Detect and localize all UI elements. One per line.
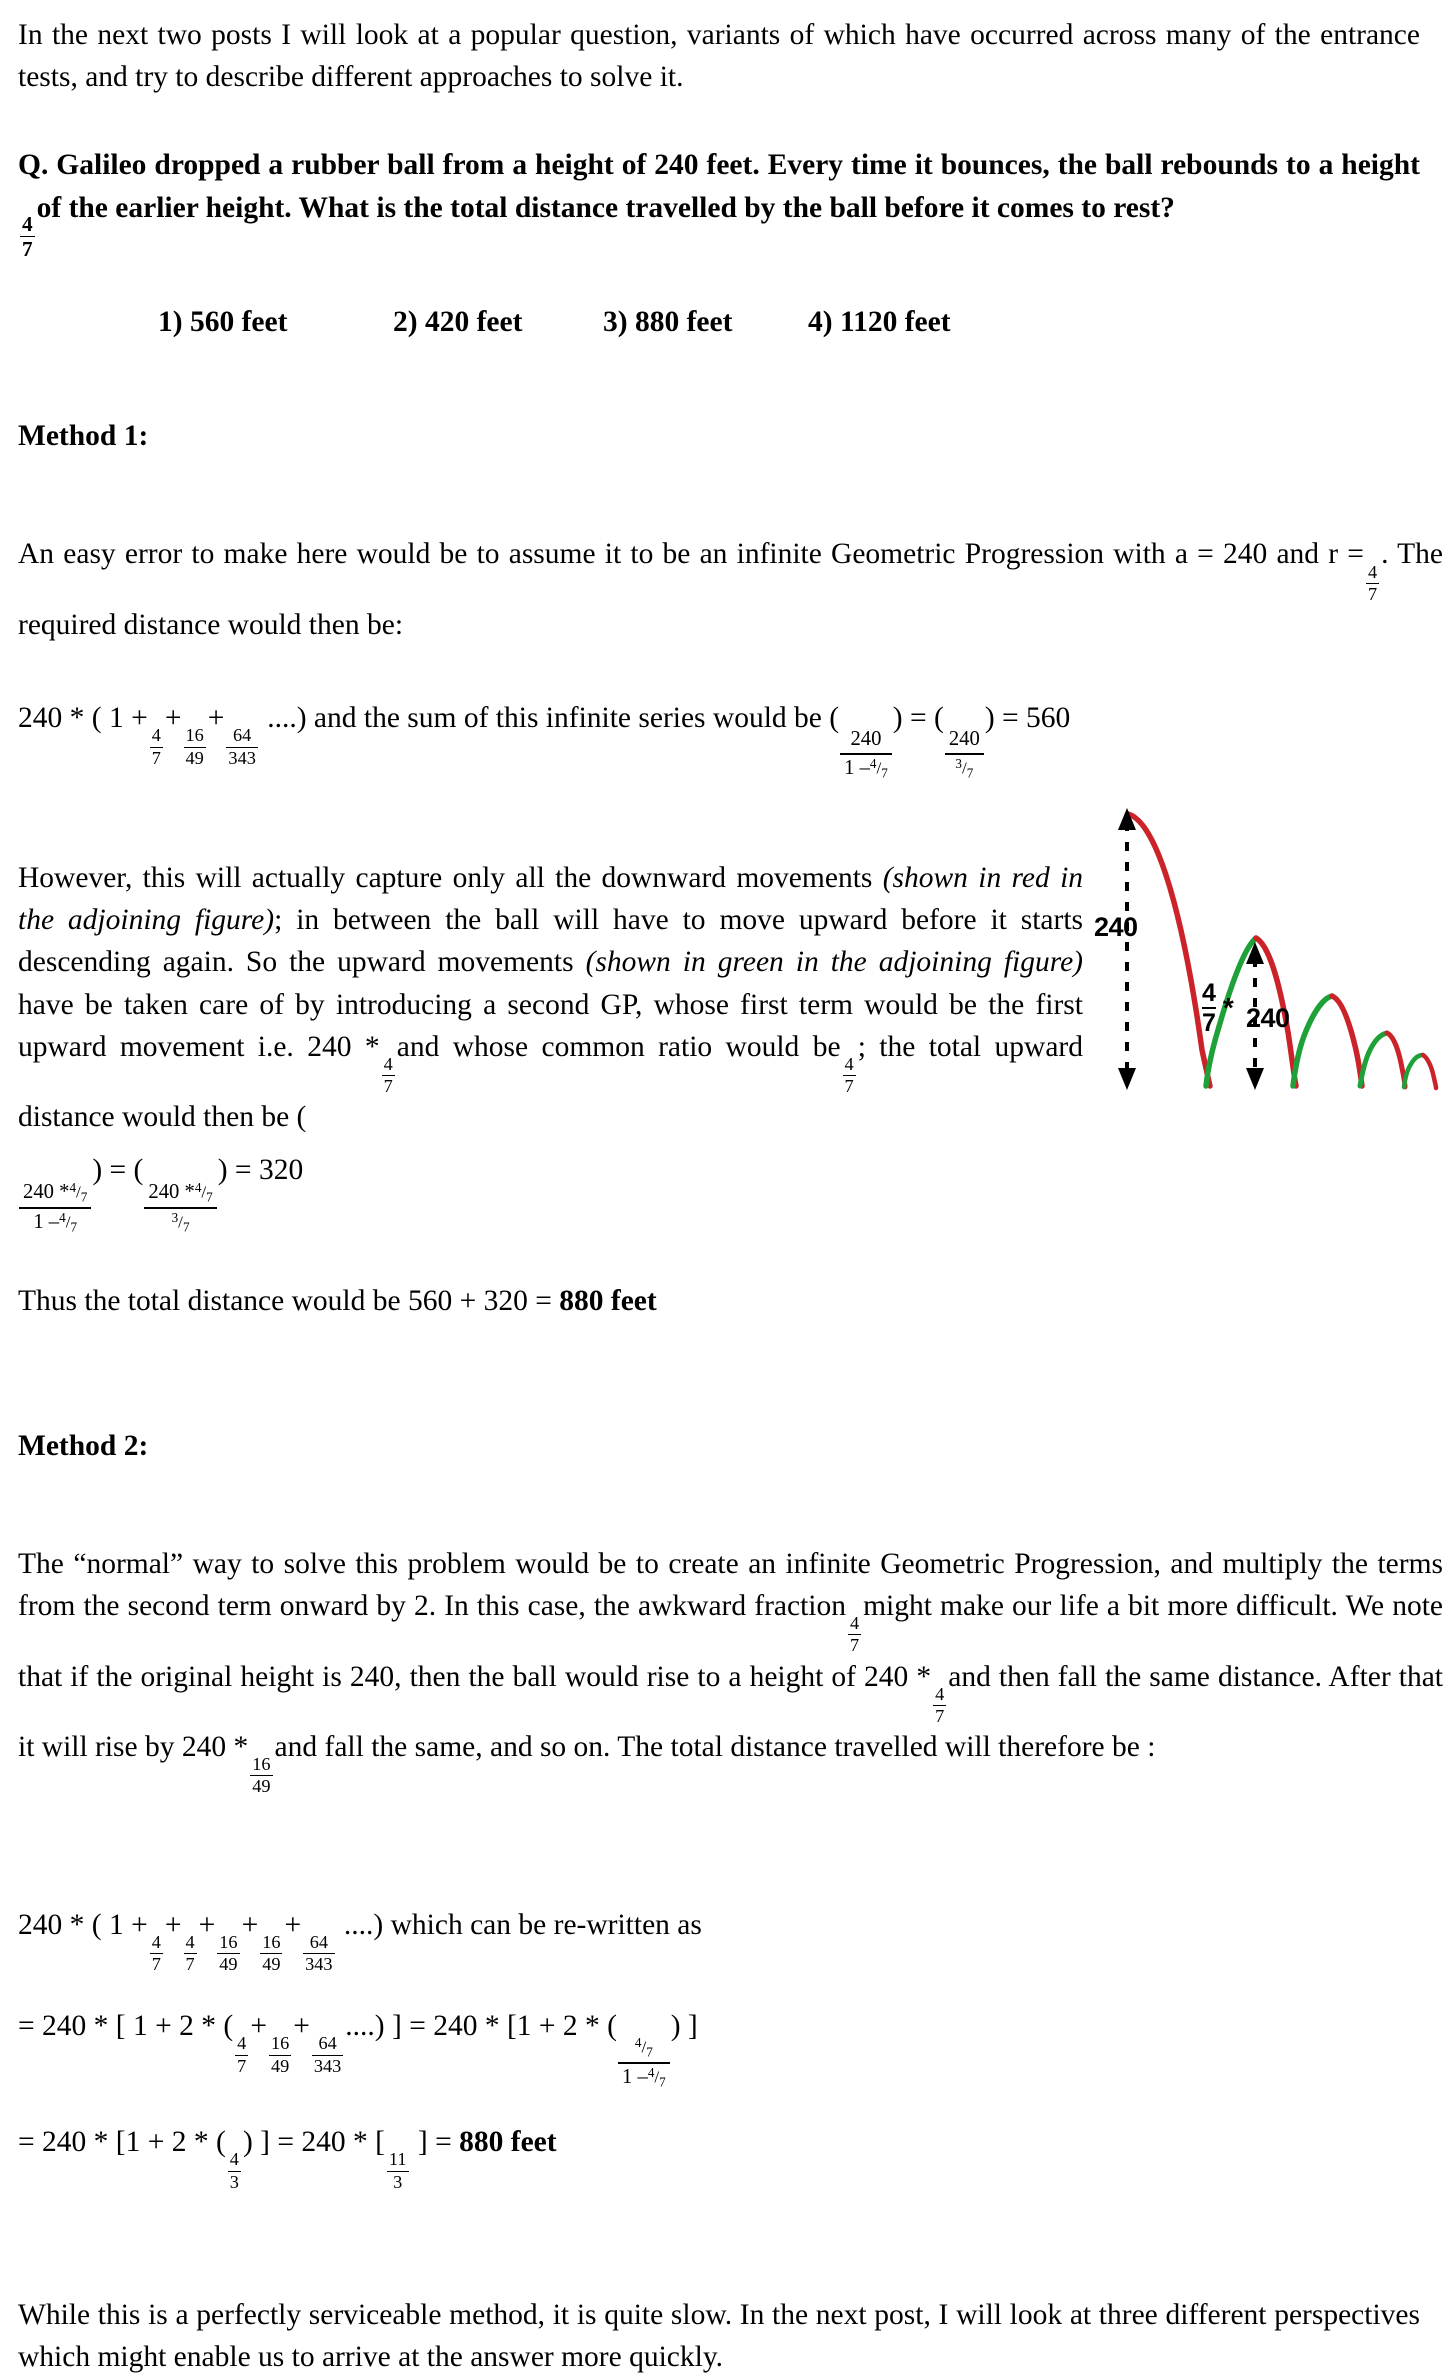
eq4-sum-fraction <box>618 2036 670 2090</box>
eq2-num-2-slashfrac: 4/7 <box>194 1179 213 1205</box>
bounce-4-upward-green-curve <box>1360 1033 1387 1086</box>
m1-conclusion-answer: 880 feet <box>559 1285 657 1318</box>
spacer <box>18 1467 1420 1543</box>
eq1-term-1: $\frac{4}{7}$ <box>151 725 161 768</box>
bounce-4-downward-red-curve <box>1387 1033 1405 1087</box>
m1-p2-emphasis-red: (shown in red in the adjoining figure) <box>18 862 1084 937</box>
figure-multiply-symbol: * <box>1222 992 1234 1023</box>
option-4[interactable]: 4) 1120 feet <box>808 306 951 339</box>
m2-fraction-1: $\frac{4}{7}$ <box>849 1613 860 1656</box>
bounce-5-downward-red-curve <box>1423 1055 1436 1088</box>
spacer <box>18 1797 1420 1873</box>
spacer <box>18 646 1420 692</box>
m1-conclusion-text: Thus the total distance would be 560 + 320 = <box>18 1285 560 1318</box>
eq2-den-2 <box>144 1207 216 1235</box>
eq1-sum-fraction-2: $\frac{240}{3/7}$ <box>945 728 984 781</box>
eq4-term-3: $\frac{64}{343}$ <box>313 2033 342 2076</box>
m1-p2-fraction-1: $\frac{4}{7}$ <box>383 1053 393 1097</box>
eq2-den-1-slashfrac: 4/7 <box>59 1209 78 1234</box>
eq1-lead: 240 * ( 1 + <box>18 702 148 735</box>
bouncing-ball-svg <box>1080 800 1448 1090</box>
m1-p2-text-d: and whose common ratio would be <box>396 1030 841 1063</box>
m1-p2-text-a: However, this will actually capture only all the downward movements <box>18 862 873 895</box>
spacer <box>18 98 1420 144</box>
spacer <box>18 339 1420 415</box>
spacer <box>18 2192 1420 2268</box>
eq2-fraction-1 <box>19 1181 91 1235</box>
eq4-den-slashfrac: 4/7 <box>647 2065 666 2090</box>
bounce-3-upward-green-curve <box>1293 996 1332 1086</box>
eq3-lead: 240 * ( 1 + <box>18 1908 148 1941</box>
eq3-term-1: $\frac{4}{7}$ <box>151 1931 161 1974</box>
eq1-tail: ) = 560 <box>984 702 1071 735</box>
eq4-mid: ....) ] = 240 * [1 + 2 * ( <box>345 2010 617 2043</box>
spacer <box>18 2090 1420 2116</box>
intro-paragraph: In the next two posts I will look at a popular question, variants of which have occurred across many of the entrance tests, and try to describe different approaches to solve it. <box>18 19 1420 94</box>
option-2[interactable]: 2) 420 feet <box>393 306 523 339</box>
eq2-mid: ) = ( <box>92 1154 144 1187</box>
spacer <box>18 457 1420 533</box>
eq1-dots-text: ....) and the sum of this infinite series would be ( <box>267 702 840 735</box>
eq3-term-5: $\frac{64}{343}$ <box>305 1931 333 1974</box>
method-1-conclusion <box>18 1280 1420 1322</box>
eq5-mid: ) ] = 240 * [ <box>242 2126 385 2159</box>
method-2-heading: Method 2: <box>18 1429 149 1462</box>
height-4-7-240-arrow-down <box>1246 1068 1264 1090</box>
eq2-num-1: 240 *4/7 <box>23 1179 88 1205</box>
eq1-den-2 <box>945 753 984 781</box>
m2-fraction-2: $\frac{4}{7}$ <box>935 1683 945 1726</box>
m2-fraction-3: $\frac{16}{49}$ <box>252 1754 271 1797</box>
eq1-term-3: $\frac{64}{343}$ <box>228 725 256 768</box>
answer-options <box>18 306 1420 339</box>
eq4-term-1: $\frac{4}{7}$ <box>237 2033 247 2076</box>
figure-label-fraction-4-7 <box>1202 980 1234 1036</box>
equation-3: 240 * ( 1 + $\frac{4}{7}$ + $\frac{4}{7}$ + $\frac{16}{49}$ + $\frac{16}{49}$ + $\frac{64}{343}$ ....) which can be re-written as <box>18 1908 702 1974</box>
question-paragraph <box>18 144 1420 260</box>
spacer <box>18 1873 1420 1899</box>
m2-text-c: and then fall the same distance. After that it will rise by 240 * <box>18 1660 1443 1764</box>
equation-5 <box>18 2116 1420 2192</box>
method-2-paragraph <box>18 1543 1443 1797</box>
eq5-answer: 880 feet <box>459 2126 557 2159</box>
m1-p1-text-a: An easy error to make here would be to assume it to be an infinite Geometric Progression with a = 240 and r = <box>18 538 1364 571</box>
spacer <box>18 2268 1420 2294</box>
equation-2 <box>18 1144 1420 1234</box>
m2-text-a: The “normal” way to solve this problem would be to create an infinite Geometric Progression, and multiply the terms from the second term onward by 2. In this case, the awkward fraction <box>18 1547 1443 1622</box>
question-fraction: $\frac{4}{7}$ <box>22 211 33 261</box>
m1-p1-ratio-fraction: $\frac{4}{7}$ <box>1367 561 1378 604</box>
spacer <box>18 260 1420 306</box>
m2-text-b: might make our life a bit more difficult. We note that if the original height is 240, then the ball would rise to a height of 240 * <box>18 1589 1443 1693</box>
eq2-num-1-slashfrac: 4/7 <box>69 1179 88 1205</box>
eq2-den-2-slashfrac: 3/7 <box>171 1209 190 1234</box>
m1-p2-text-c: have be taken care of by introducing a second GP, whose first term would be the first upward movement i.e. 240 * <box>18 988 1083 1063</box>
m2-text-d: and fall the same, and so on. The total distance travelled will therefore be : <box>274 1731 1156 1764</box>
eq3-tail: ....) which can be re-written as <box>343 1908 702 1941</box>
eq1-den-1-slashfrac: 4/7 <box>869 756 888 781</box>
m1-p1-text-b: . The required distance would then be: <box>18 538 1443 641</box>
eq1-plus-2: + <box>207 702 225 735</box>
bounce-5-upward-green-curve <box>1404 1055 1423 1087</box>
method-1-paragraph-2 <box>18 857 1083 1138</box>
eq3-term-3: $\frac{16}{49}$ <box>219 1931 238 1974</box>
eq4-tail: ) ] <box>670 2010 698 2043</box>
equation-4: = 240 * [ 1 + 2 * ( $\frac{4}{7}$ + $\frac{16}{49}$ + $\frac{64}{343}$ ....) ] = 240 * [1 + 2 * ( $\frac{4/7}{1 -4/7}$ ) ] <box>18 2010 698 2090</box>
m1-p2-fraction-2: $\frac{4}{7}$ <box>844 1053 854 1097</box>
eq4-term-2: $\frac{16}{49}$ <box>270 2033 290 2076</box>
bouncing-ball-figure <box>1080 800 1448 1090</box>
closing-paragraph: While this is a perfectly serviceable method, it is quite slow. In the next post, I will look at three different perspectives which might enable us to arrive at the answer more quickly. <box>18 2298 1420 2373</box>
eq5-lead: = 240 * [1 + 2 * ( <box>18 2126 226 2159</box>
eq1-sum-fraction-1: $\frac{240}{1 -4/7}$ <box>840 728 892 781</box>
eq2-fraction-2 <box>144 1181 216 1235</box>
height-240-arrow-down <box>1118 1068 1136 1090</box>
question-prefix: Q. Galileo dropped a rubber ball from a height of 240 feet. Every time it bounces, the ball rebounds to a height <box>18 149 1420 182</box>
eq4-lead: = 240 * [ 1 + 2 * ( <box>18 2010 234 2043</box>
figure-fraction: 4 7 <box>1202 979 1216 1037</box>
bounce-3-downward-red-curve <box>1332 996 1362 1086</box>
eq5-term-2: $\frac{11}{3}$ <box>388 2149 407 2192</box>
eq1-den-1: 1 –4/7 <box>840 753 892 781</box>
eq2-num-2: 240 *4/7 <box>148 1179 213 1205</box>
method-1-heading: Method 1: <box>18 420 149 453</box>
equation-1 <box>18 692 1420 781</box>
eq4-num <box>631 2036 657 2062</box>
spacer <box>18 1323 1420 1399</box>
eq2-den-1: 1 –4/7 <box>19 1207 91 1235</box>
spacer <box>18 1974 1420 2000</box>
eq2-tail: ) = 320 <box>217 1154 304 1187</box>
eq4-den: 1 –4/7 <box>618 2062 670 2090</box>
eq3-term-2: $\frac{4}{7}$ <box>185 1931 195 1974</box>
question-suffix: of the earlier height. What is the total distance travelled by the ball before it comes to rest? <box>36 191 1175 224</box>
eq5-close: ] = <box>410 2126 460 2159</box>
method-1-paragraph-1 <box>18 533 1443 646</box>
eq5-term-1: $\frac{4}{3}$ <box>229 2149 239 2192</box>
eq1-term-2: $\frac{16}{49}$ <box>185 725 204 768</box>
bounce-1-downward-red-curve <box>1128 814 1210 1086</box>
eq1-den-2-slashfrac: 3/7 <box>955 756 974 781</box>
spacer <box>18 1399 1420 1425</box>
spacer <box>18 1234 1420 1280</box>
option-1[interactable]: 1) 560 feet <box>158 306 288 339</box>
m1-p2-text-b: ; in between the ball will have to move upward before it starts descending again. So the upward movements <box>18 904 1084 979</box>
figure-label-240-second: 240 <box>1246 1003 1290 1033</box>
eq3-term-4: $\frac{16}{49}$ <box>262 1931 281 1974</box>
eq4-num-slashfrac: 4/7 <box>634 2035 653 2060</box>
m1-p2-text-e: ; the total upward distance would then be ( <box>18 1030 1083 1134</box>
eq1-mid: ) = ( <box>892 702 944 735</box>
eq1-plus-1: + <box>164 702 182 735</box>
figure-label-240: 240 <box>1094 912 1138 942</box>
m1-p2-emphasis-green: (shown in green in the adjoining figure) <box>585 946 1084 979</box>
option-3[interactable]: 3) 880 feet <box>603 306 733 339</box>
